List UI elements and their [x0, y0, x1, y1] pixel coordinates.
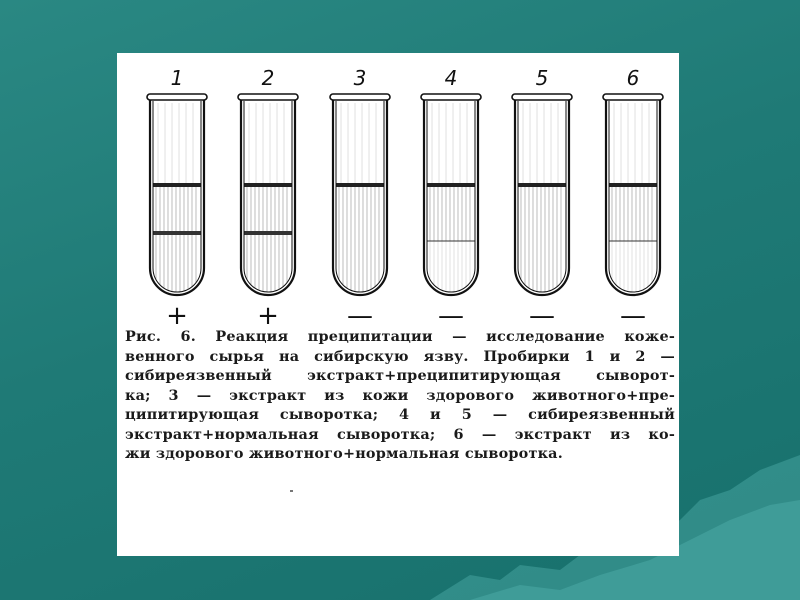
caption-line: сибиреязвенный экстракт+преципитирующая сыворот- [125, 367, 675, 384]
test-tube-4 [421, 66, 481, 331]
caption-line: ципитирующая сыворотка; 4 и 5 — сибиреязвенный [125, 406, 675, 423]
tube-result: — [529, 301, 555, 331]
tube-number: 5 [535, 66, 549, 90]
tube-result: + [166, 301, 188, 331]
caption-line: экстракт+нормальная сыворотка; 6 — экстракт из ко- [125, 425, 675, 443]
test-tube-2 [238, 66, 298, 331]
tube-number: 6 [626, 66, 640, 90]
caption-line: ка; 3 — экстракт из кожи здорового животного+пре- [125, 386, 675, 404]
tube-result: — [438, 301, 464, 331]
tube-result: — [347, 301, 373, 331]
tube-result: — [620, 301, 646, 331]
test-tube-1 [147, 66, 207, 331]
caption-line: Рис. 6. Реакция преципитации — исследование коже- [125, 328, 675, 345]
figure-card [117, 53, 679, 556]
tube-number: 4 [444, 66, 458, 90]
tube-number: 1 [170, 66, 184, 90]
print-speck [290, 490, 293, 492]
caption-line: жи здорового животного+нормальная сыворотка. [125, 445, 563, 462]
test-tube-6 [603, 66, 663, 331]
tube-number: 2 [261, 66, 275, 90]
figure-caption [125, 327, 675, 464]
caption-line: венного сырья на сибирскую язву. Пробирки 1 и 2 — [125, 347, 675, 365]
test-tubes-illustration [117, 53, 679, 333]
test-tube-3 [330, 66, 390, 331]
test-tube-5 [512, 66, 572, 331]
tube-number: 3 [353, 66, 367, 90]
tube-result: + [257, 301, 279, 331]
